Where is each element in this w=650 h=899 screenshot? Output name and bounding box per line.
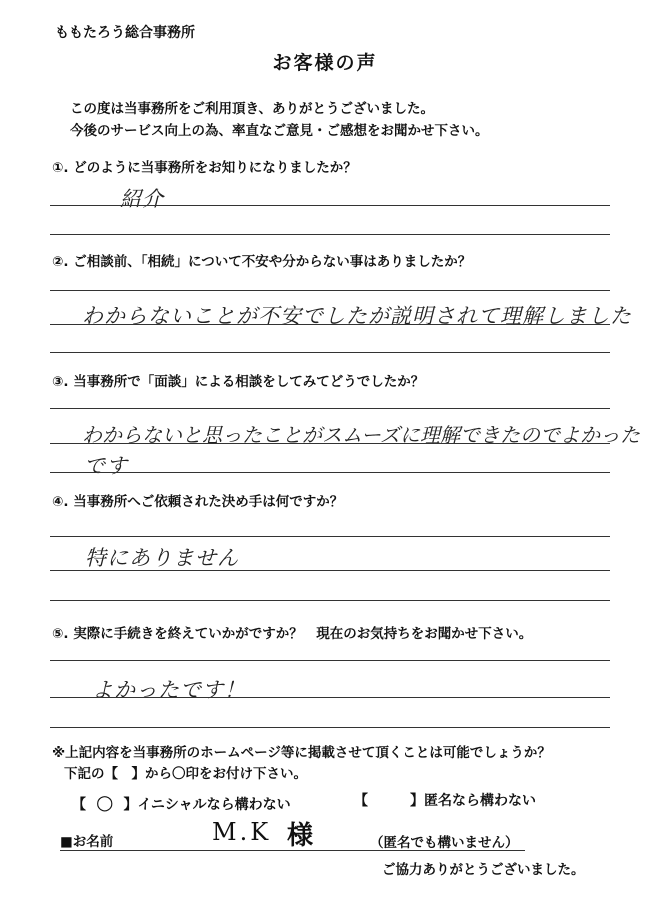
answer-4: 特にありません xyxy=(85,546,239,570)
intro-line-2: 今後のサービス向上の為、率直なご意見・ご感想をお聞かせ下さい。 xyxy=(70,123,489,139)
closing-message: ご協力ありがとうございました。 xyxy=(382,862,585,878)
answer-line xyxy=(50,352,610,353)
answer-line xyxy=(50,408,610,409)
answer-2: わからないことが不安でしたが説明されて理解しました xyxy=(82,304,632,328)
option-anonymous[interactable]: 【 】匿名なら構わない xyxy=(354,793,536,809)
question-1: ①. どのように当事務所をお知りになりましたか？ xyxy=(52,160,357,176)
anonymous-note: （匿名でも構いません） xyxy=(370,835,519,851)
option-initials[interactable] xyxy=(72,790,291,814)
option-initials-bracket: 【 xyxy=(72,797,86,813)
answer-line xyxy=(50,570,610,571)
answer-line xyxy=(50,324,610,325)
answer-line xyxy=(50,205,610,206)
question-4: ④. 当事務所へご依頼された決め手は何ですか？ xyxy=(52,494,344,510)
office-name: ももたろう総合事務所 xyxy=(55,25,195,41)
answer-line xyxy=(50,290,610,291)
answer-line xyxy=(50,600,610,601)
option-initials-circle-mark: ○ xyxy=(96,790,114,814)
question-2: ②. ご相談前、「相続」について不安や分からない事はありましたか？ xyxy=(52,254,472,270)
intro-line-1: この度は当事務所をご利用頂き、ありがとうございました。 xyxy=(70,101,434,117)
answer-line xyxy=(50,536,610,537)
page-title: お客様の声 xyxy=(272,52,378,74)
consent-instruction: 下記の【 】から〇印をお付け下さい。 xyxy=(64,766,307,782)
answer-line xyxy=(50,727,610,728)
answer-5: よかったです！ xyxy=(92,678,246,702)
answer-line xyxy=(50,660,610,661)
option-initials-label: 】イニシャルなら構わない xyxy=(123,797,291,813)
name-value: M.K xyxy=(212,818,272,846)
question-3: ③. 当事務所で「面談」による相談をしてみてどうでしたか？ xyxy=(52,374,425,390)
answer-3-line-1: わからないと思ったことがスムーズに理解できたのでよかった xyxy=(82,423,640,447)
answer-1: 紹介 xyxy=(120,187,164,211)
answer-line xyxy=(50,697,610,698)
honorific: 様 xyxy=(287,821,314,851)
answer-line xyxy=(50,443,610,444)
answer-line xyxy=(50,472,610,473)
name-label: ■お名前 xyxy=(60,834,114,850)
consent-question: ※上記内容を当事務所のホームページ等に掲載させて頂くことは可能でしょうか？ xyxy=(52,745,551,761)
answer-line xyxy=(50,234,610,235)
answer-3-line-2: です xyxy=(84,454,128,478)
question-5: ⑤. 実際に手続きを終えていかがですか？ 現在のお気持ちをお聞かせ下さい。 xyxy=(52,626,533,642)
